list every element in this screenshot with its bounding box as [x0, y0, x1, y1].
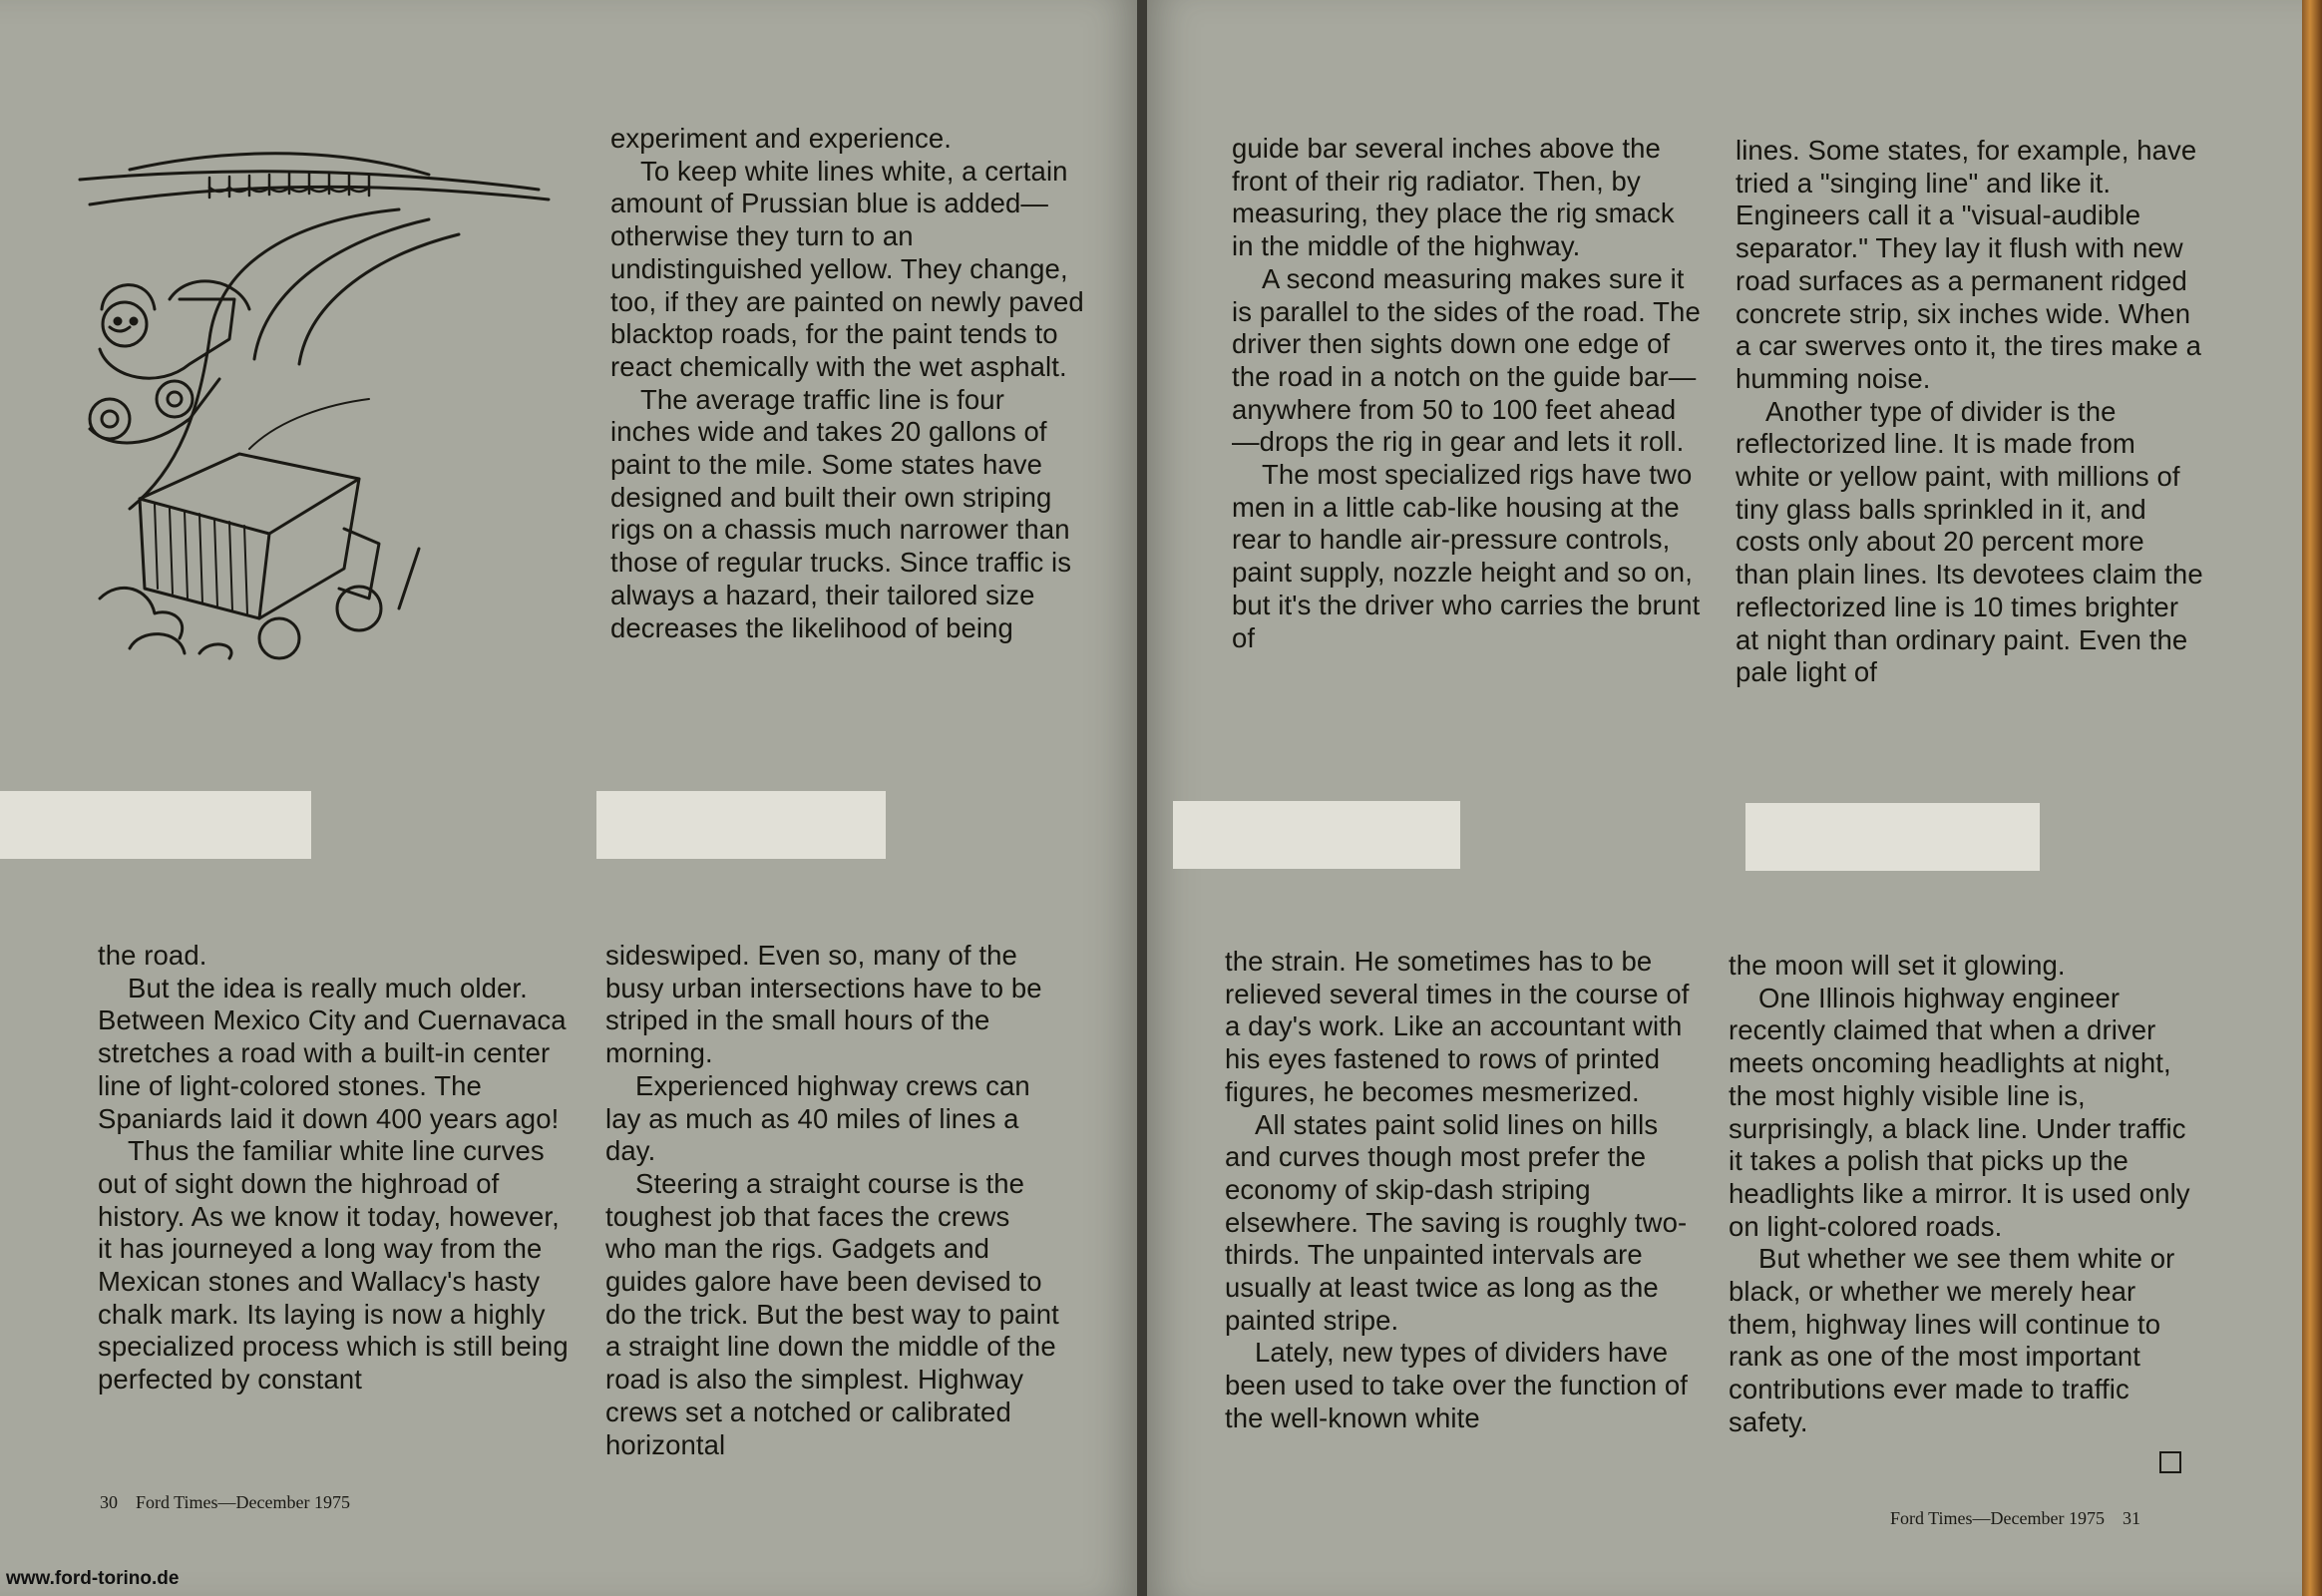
blank-label: [596, 791, 886, 859]
paragraph: the road.: [98, 940, 207, 971]
book-edge: [2302, 0, 2322, 1596]
paragraph: But whether we see them white or black, or whether we merely hear them, highway lines will continue to rank as one of the most important contributions ever made to traffic safety.: [1729, 1243, 2175, 1437]
paragraph: The average traffic line is four inches wide and takes 20 gallons of paint to the mile. Some states have designed and built their own striping rigs on a chassis much narrower than those of regular trucks. Since traffic is always a hazard, their tailored size decreases the likelihood of being: [610, 383, 1072, 643]
paragraph: Thus the familiar white line curves out of sight down the highroad of history. As we know it today, however, it has journeyed a long way from the Mexican stones and Wallacy's hasty chalk mark. Its laying is now a highly specialized process which is still being perfected by constant: [98, 1135, 569, 1396]
paragraph: To keep white lines white, a certain amount of Prussian blue is added—otherwise they turn to an undistinguished yellow. They change, too, if they are painted on newly paved blacktop roads, for the paint tends to react chemically with the wet asphalt.: [610, 155, 1084, 382]
paragraph: Steering a straight course is the toughest job that faces the crews who man the rigs. Gadgets and guides galore have been devised to do the trick. But the best way to paint a straight line down the middle of the road is also the simplest. Highway crews set a notched or calibrated horizontal: [605, 1167, 1059, 1460]
paragraph: Another type of divider is the reflectorized line. It is made from white or yellow paint, with millions of tiny glass balls sprinkled in it, and costs only about 20 percent more than plain lines. Its devotees claim the reflectorized line is 10 times brighter at night than ordinary paint. Even the pale light of: [1736, 395, 2203, 688]
paragraph: Lately, new types of dividers have been used to take over the function of the well-known white: [1225, 1337, 1688, 1433]
left-col2-top: [610, 123, 1089, 644]
right-col1-top: [1232, 133, 1701, 654]
right-page-footer: Ford Times—December 1975 31: [1890, 1508, 2140, 1528]
paragraph: A second measuring makes sure it is parallel to the sides of the road. The driver then sights down one edge of the road in a notch on the guide bar—anywhere from 50 to 100 feet ahead—drops the rig in gear and lets it roll.: [1232, 262, 1701, 458]
blank-label: [1173, 801, 1460, 869]
watermark-url: www.ford-torino.de: [6, 1568, 180, 1589]
paragraph: lines. Some states, for example, have tried a "singing line" and like it. Engineers call it a "visual-audible separator." They lay it flush with new road surfaces as a permanent ridged concrete strip, six inches wide. When a car swerves onto it, the tires make a humming noise.: [1736, 135, 2202, 394]
left-page-footer: 30 Ford Times—December 1975: [100, 1492, 350, 1512]
right-col1-bottom: [1225, 946, 1702, 1435]
left-col2-bottom: [605, 940, 1066, 1461]
end-of-article-square-icon: [2159, 1451, 2181, 1473]
paragraph: the strain. He sometimes has to be relieved several times in the course of a day's work. Like an accountant with his eyes fastened to rows of printed figures, he becomes mesmerized.: [1225, 946, 1690, 1107]
paragraph: The most specialized rigs have two men in a little cab-like housing at the rear to handle air-pressure controls, paint supply, nozzle height and so on, but it's the driver who carries the brunt of: [1232, 459, 1701, 653]
paragraph: the moon will set it glowing.: [1729, 950, 2066, 981]
paragraph: One Illinois highway engineer recently claimed that when a driver meets oncoming headlights at night, the most highly visible line is, surprisingly, a black line. Under traffic it takes a polish that picks up the headlights like a mirror. It is used only on light-colored roads.: [1729, 982, 2190, 1242]
blank-label: [1745, 803, 2040, 871]
right-col2-bottom: [1729, 950, 2197, 1439]
paragraph: guide bar several inches above the front of their rig radiator. Then, by measuring, they place the rig smack in the middle of the highway.: [1232, 133, 1675, 262]
cartoon-driver-and-truck-illustration: [70, 150, 569, 708]
paragraph: sideswiped. Even so, many of the busy urban intersections have to be striped in the small hours of the morning.: [605, 940, 1042, 1069]
right-col2-top: [1736, 135, 2204, 689]
paragraph: Experienced highway crews can lay as much as 40 miles of lines a day.: [605, 1069, 1030, 1167]
blank-label: [0, 791, 311, 859]
paragraph: But the idea is really much older. Between Mexico City and Cuernavaca stretches a road with a built-in center line of light-colored stones. The Spaniards laid it down 400 years ago!: [98, 972, 567, 1134]
paragraph: All states paint solid lines on hills and curves though most prefer the economy of skip-dash striping elsewhere. The saving is roughly two-thirds. The unpainted intervals are usually at least twice as long as the painted stripe.: [1225, 1108, 1688, 1336]
left-col1-bottom: [98, 940, 577, 1396]
paragraph: experiment and experience.: [610, 123, 952, 154]
